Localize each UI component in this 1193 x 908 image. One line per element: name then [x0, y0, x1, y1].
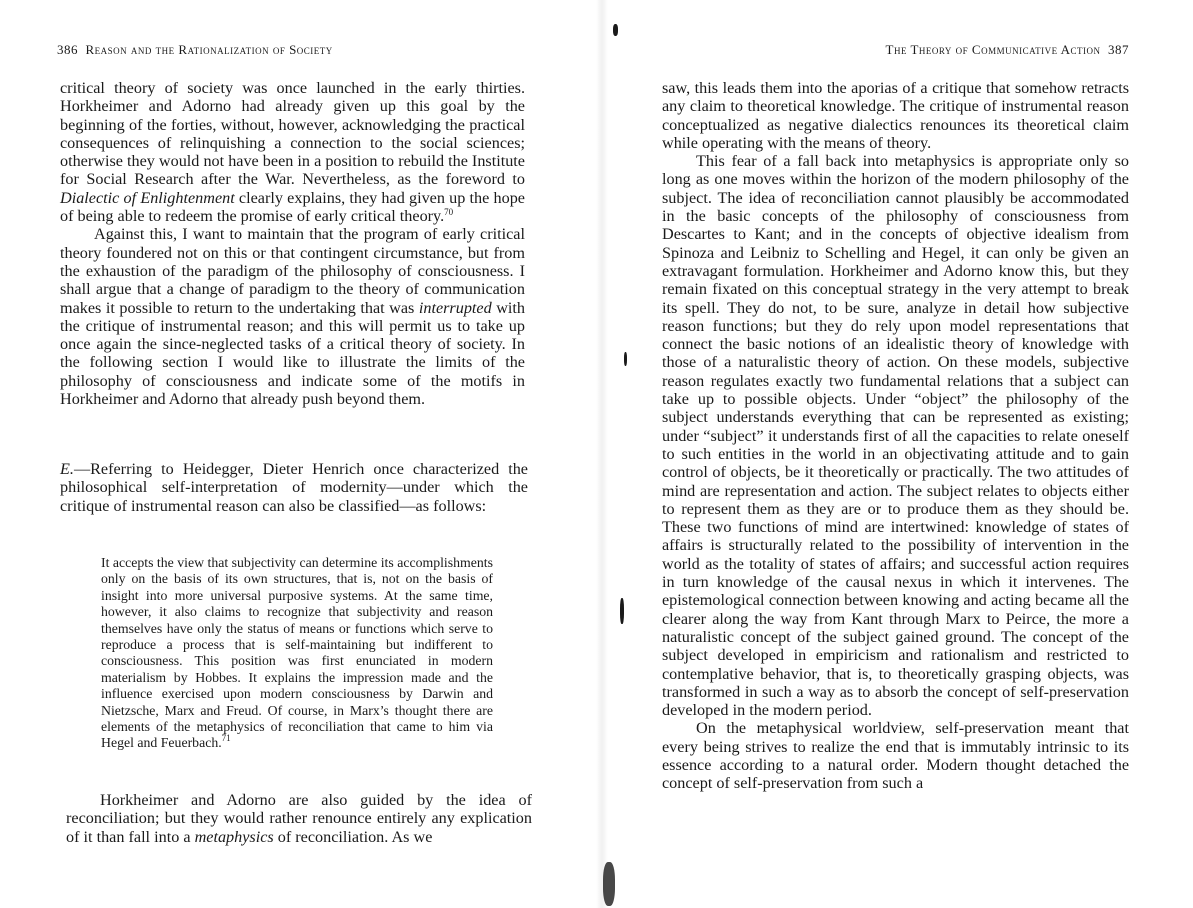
paragraph-block-right [662, 79, 1129, 793]
footnote-ref-70: 70 [444, 207, 454, 218]
page-number-right: 387 [1108, 42, 1129, 57]
text-run: Horkheimer and Adorno are also guided by the idea of reconciliation; but they would rather renounce entirely any explication of it than fall into a [66, 791, 532, 846]
section-marker: E. [60, 460, 74, 478]
paragraph [60, 225, 525, 408]
running-head-title-right: The Theory of Communicative Action [885, 42, 1101, 57]
paragraph-block-left-1 [60, 79, 525, 408]
section-paragraph [60, 460, 528, 515]
running-head-right [886, 42, 1130, 58]
paragraph [66, 791, 532, 846]
text-run: with the critique of instrumental reason; and this will permit us to take up once again the since-neglected tasks of a critical theory of society. In the following section I would like to illustrate the limits of the philosophy of consciousness and indicate some of the motifs in Horkheimer and Adorno that already push beyond them. [60, 298, 525, 409]
paragraph: This fear of a fall back into metaphysics is appropriate only so long as one moves within the horizon of the modern philosophy of the subject. The idea of reconciliation cannot plausibly be accommodated in the basic concepts of the philosophy of consciousness from Descartes to Kant; and in the concepts of objective idealism from Spinoza and Leibniz to Schelling and Hegel, it can only be given an extravagant formulation. Horkheimer and Adorno know this, but they remain fixated on this conceptual strategy in the very attempt to break its spell. They do not, to be sure, analyze in detail how subjective reason functions; but they do rely upon model representations that connect the basic notions of an idealistic theory of knowledge with those of a naturalistic theory of action. On these models, subjective reason regulates exactly two fundamental relations that a subject can take up to possible objects. Under “object” the philosophy of the subject understands everything that can be represented as existing; under “subject” it understands first of all the capacities to relate oneself to such entities in the world in an objectivating attitude and to gain control of objects, be it theoretically or practically. The two attitudes of mind are representation and action. The subject relates to objects either to represent them as they are or to produce them as they should be. These two functions of mind are intertwined: knowledge of states of affairs is structurally related to the possibility of intervention in the world as the totality of states of affairs; and successful action requires in turn knowledge of the causal nexus in which it intervenes. The epistemological connection between knowing and acting became all the clearer along the way from Kant through Marx to Peirce, the more a naturalistic concept of the subject gained ground. The concept of the subject developed in empiricism and rationalism and restricted to contemplative behavior, that is, to theoretically grasping objects, was transformed in such a way as to absorb the concept of self-preservation developed in the modern period. [662, 152, 1129, 720]
left-page [0, 0, 590, 908]
text-run: clearly explains, they had given up the hope of being able to redeem the promise of early critical theory. [60, 188, 525, 226]
text-run: of reconciliation. As we [273, 827, 433, 846]
paragraph-continuation: saw, this leads them into the aporias of a critique that somehow retracts any claim to theoretical knowledge. The critique of instrumental reason conceptualized as negative dialectics renounces its theoretical claim while operating with the means of theory. [662, 79, 1129, 152]
paragraph-block-left-2 [60, 460, 528, 515]
quote-text [101, 555, 493, 752]
paragraph-block-left-3 [66, 791, 532, 846]
block-quote [101, 555, 493, 752]
text-run: It accepts the view that subjectivity can determine its accomplishments only on the basis of its own structures, that is, not on the basis of insight into more universal purposive systems. At the same time, however, it also claims to recognize that subjectivity and reason themselves have only the status of means or functions which serve to reproduce a process that is self-maintaining but indifferent to consciousness. This position was first enunciated in modern materialism by Hobbes. It explains the impression made and the influence exercised upon modern consciousness by Darwin and Nietzsche, Marx and Freud. Of course, in Marx’s thought there are elements of the metaphysics of reconciliation that came to him via Hegel and Feuerbach. [101, 555, 493, 751]
paragraph: On the metaphysical worldview, self-preservation meant that every being strives to realize the end that is immutably intrinsic to its essence according to a natural order. Modern thought detached the concept of self-preservation from such a [662, 719, 1129, 793]
text-run: Against this, I want to maintain that the program of early critical theory foundered not on this or that contingent circumstance, but from the exhaustion of the paradigm of the philosophy of consciousness. I shall argue that a change of paradigm to the theory of communication makes it possible to return to the undertaking that was [60, 225, 525, 317]
text-run: critical theory of society was once launched in the early thirties. Horkheimer and Adorno had already given up this goal by the beginning of the forties, without, however, acknowledging the practical consequences of relinquishing a connection to the social sciences; otherwise they would not have been in a position to rebuild the Institute for Social Research after the War. Nevertheless, as the foreword to [60, 79, 525, 189]
footnote-ref-71: 71 [221, 733, 231, 744]
running-head-title-left: Reason and the Rationalization of Society [85, 42, 333, 57]
running-head-left [57, 42, 333, 58]
page-number-left: 386 [57, 42, 78, 57]
right-page [600, 0, 1193, 908]
book-title: Dialectic of Enlightenment [60, 188, 235, 207]
emphasis: interrupted [418, 298, 492, 317]
paragraph-continuation [60, 79, 525, 225]
emphasis: metaphysics [194, 827, 274, 846]
text-run: —Referring to Heidegger, Dieter Henrich once characterized the philosophical self-interpretation of modernity—under which the critique of instrumental reason can also be classified—as follows: [60, 460, 528, 515]
